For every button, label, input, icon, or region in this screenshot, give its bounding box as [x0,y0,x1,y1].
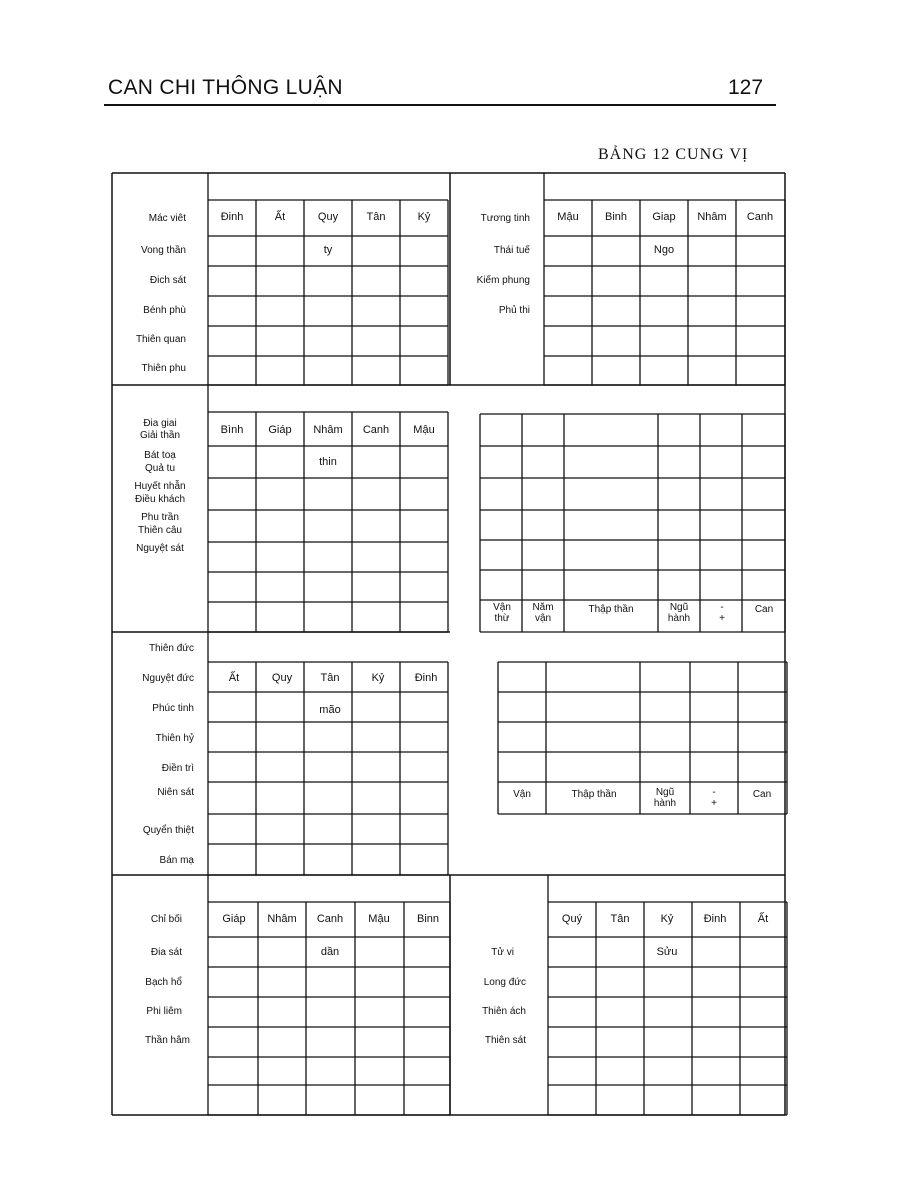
s4-left-header-giap: Giáp [222,913,246,925]
label-bat-toa: Bát toạ [144,450,176,461]
label-phi-liem: Phi liêm [146,1006,182,1017]
s1-right-header-canh: Canh [746,211,774,223]
label-thai-tue: Thái tuế [493,245,530,256]
s1-cell-ty: ty [323,244,333,256]
label-thien-quan: Thiên quan [135,334,186,345]
s4-right-header-quy: Quý [561,913,583,925]
s3-header-dinh: Đinh [414,672,438,684]
s1-left-header-tan: Tân [366,211,386,223]
s3-footer-dau: - + [711,787,717,809]
label-thien-ach: Thiên ách [482,1006,526,1017]
label-qua-tu: Quả tu [144,463,176,474]
s2-header-mau: Mậu [413,424,435,436]
s3-header-tan: Tân [320,672,340,684]
page-header-title: CAN CHI THÔNG LUẬN [108,76,343,99]
s3-header-at: Ất [228,672,240,684]
s2-footer-thap-than: Thập thần [588,604,634,615]
label-mac-viet: Mác viêt [148,213,186,224]
s4-left-header-canh: Canh [316,913,344,925]
label-vong-than: Vong thần [140,245,186,256]
s4-cell-suu: Sửu [656,946,678,958]
label-kiem-phung: Kiếm phung [476,275,530,286]
s1-left-header-at: Ất [274,211,286,223]
s1-left-header-quy: Quy [317,211,339,223]
label-quyen-thiet: Quyển thiệt [142,825,194,836]
s1-left-header-ky: Kỷ [417,211,431,223]
s3-cell-mao: mão [319,704,341,716]
label-nien-sat: Niên sát [157,787,194,798]
label-long-duc: Long đức [483,977,526,988]
label-chi-boi: Chỉ bối [150,914,182,925]
label-thien-sat: Thiên sát [484,1035,526,1046]
s3-footer-can: Can [752,789,772,800]
s1-right-header-giap: Giap [652,211,676,223]
table-title: BẢNG 12 CUNG VỊ [598,146,749,163]
s3-footer-ngu-hanh: Ngũ hành [653,787,677,809]
s4-right-header-tan: Tân [610,913,630,925]
page-number: 127 [728,76,764,99]
s1-right-header-nham: Nhâm [697,211,727,223]
label-bach-ho: Bạch hổ [145,977,182,988]
s3-header-ky: Kỷ [371,672,385,684]
s2-footer-van-thu: Vận thừ [493,602,511,624]
s2-footer-can: Can [754,604,774,615]
label-dien-tri: Điền trì [161,763,194,774]
s1-cell-ngo: Ngo [653,244,675,256]
label-phu-tran: Phu trần [141,512,179,523]
label-dia-giai: Đia giai [143,418,177,429]
s3-footer-thap-than: Thập thần [571,789,617,800]
s4-left-header-binn: Binn [416,913,440,925]
label-dich-sat: Đich sát [149,275,186,286]
label-thien-phu: Thiên phu [141,363,186,374]
s2-header-nham: Nhâm [313,424,343,436]
s1-left-header-dinh: Đinh [220,211,244,223]
s2-cell-thin: thin [319,456,337,468]
label-nguyet-duc: Nguyệt đức [142,673,194,684]
s2-footer-nam-van: Năm vận [532,602,554,624]
s2-header-giap: Giáp [268,424,292,436]
s2-footer-ngu-hanh: Ngũ hành [667,602,691,624]
s3-footer-van: Vận [513,789,531,800]
s4-right-header-ky: Kỷ [660,913,674,925]
label-nguyet-sat: Nguyệt sát [136,543,184,554]
label-thien-cau: Thiên câu [138,525,182,536]
label-ban-ma: Bán mạ [159,855,194,866]
label-thien-hy: Thiên hỷ [155,733,194,744]
s2-header-binh: Bình [220,424,244,436]
label-benh-phu: Bénh phù [143,305,186,316]
s4-left-header-mau: Mậu [368,913,390,925]
s4-cell-dan: dần [320,946,340,958]
label-than-ham: Thần hâm [144,1035,190,1046]
label-dieu-khach: Điều khách [134,494,186,505]
label-tu-vi: Tử vi [491,947,514,958]
label-huyet-nhan: Huyết nhẫn [134,481,186,492]
s4-right-header-dinh: Đinh [703,913,727,925]
s4-left-header-nham: Nhâm [267,913,297,925]
s2-footer-dau: - + [719,602,725,624]
s1-right-header-binh: Binh [604,211,628,223]
label-phu-thi: Phủ thi [498,305,530,316]
s3-header-quy: Quy [271,672,293,684]
label-thien-duc: Thiên đức [148,643,194,654]
s1-right-header-mau: Mậu [557,211,579,223]
label-tuong-tinh: Tương tinh [480,213,530,224]
label-phuc-tinh: Phúc tinh [152,703,194,714]
label-giai-than: Giải thần [139,430,181,441]
s4-right-header-at: Ất [757,913,769,925]
label-dia-sat: Đia sát [150,947,182,958]
s2-header-canh: Canh [362,424,390,436]
